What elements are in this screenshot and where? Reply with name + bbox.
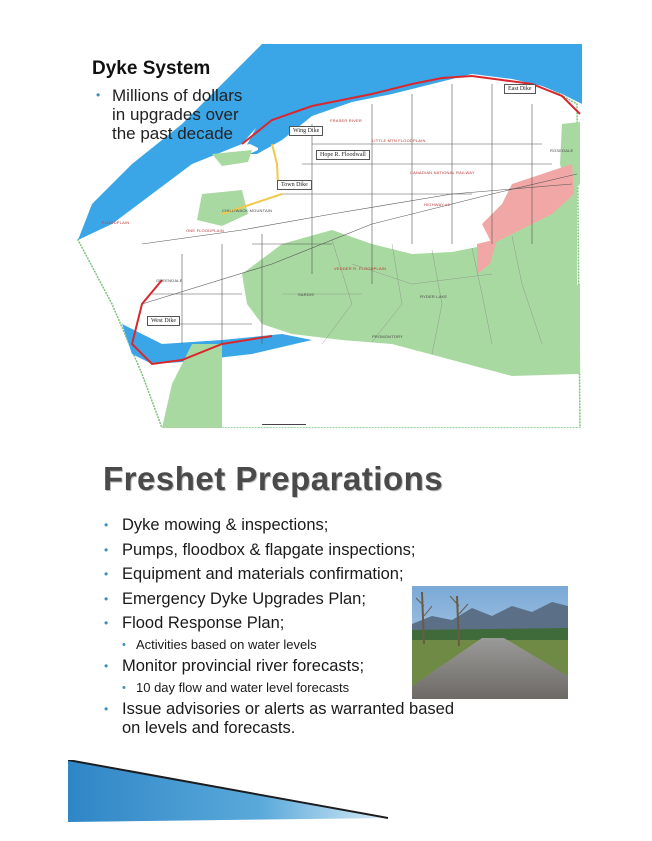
west-dike-label: West Dike xyxy=(147,316,180,326)
map-label-greendale: GREENDALE xyxy=(156,278,183,283)
bullet-icon: • xyxy=(104,616,109,631)
bullet-icon: • xyxy=(104,701,109,716)
sub-list-item xyxy=(104,680,464,696)
list-item-text: Monitor provincial river forecasts; xyxy=(122,656,365,675)
wing-dike-label: Wing Dike xyxy=(289,126,323,136)
dyke-road-photo xyxy=(412,586,568,699)
map-label-vedder: VEDDER R. FLOODPLAIN xyxy=(334,266,387,271)
east-dike-label: East Dike xyxy=(504,84,536,94)
sub-list-item-text: 10 day flow and water level forecasts xyxy=(136,679,350,695)
bullet-icon: • xyxy=(96,88,101,102)
town-dike-label: Town Dike xyxy=(277,180,312,190)
decorative-wedge xyxy=(68,760,388,822)
preparations-list xyxy=(104,516,464,743)
bullet-icon: • xyxy=(122,681,126,694)
bullet-icon: • xyxy=(104,658,109,673)
list-item-text: Emergency Dyke Upgrades Plan; xyxy=(122,589,366,608)
bullet-icon: • xyxy=(104,567,109,582)
map-label-rosedale: ROSEDALE xyxy=(550,148,574,153)
map-label-chilliwack-mtn: CHILLIWACK MOUNTAIN xyxy=(222,208,273,213)
map-bullet xyxy=(96,86,256,143)
map-label-promontory: PROMONTORY xyxy=(372,334,403,339)
dyke-system-map xyxy=(72,44,582,428)
map-label-little-mtn: LITTLE MTN FLOODPLAIN xyxy=(372,138,426,143)
map-label-sardis: SARDIS xyxy=(298,292,315,297)
list-item xyxy=(104,541,464,560)
list-item xyxy=(104,516,464,535)
bullet-icon: • xyxy=(104,591,109,606)
map-bullet-text: Millions of dollars in upgrades over the past decade xyxy=(112,86,243,143)
section-title: Freshet Preparations xyxy=(103,460,444,497)
sub-list-item-text: Activities based on water levels xyxy=(136,636,317,652)
list-item xyxy=(104,590,464,609)
map-label-floodplain: FLOODPLAIN xyxy=(102,220,130,225)
list-item-text: Issue advisories or alerts as warranted based on levels and forecasts. xyxy=(122,699,454,737)
hope-floodwall-label: Hope R. Floodwall xyxy=(316,150,370,160)
sub-list-item xyxy=(104,637,464,653)
bullet-icon: • xyxy=(122,638,126,651)
map-label-cn-railway: CANADIAN NATIONAL RAILWAY xyxy=(410,170,475,175)
map-label-fraser: FRASER RIVER xyxy=(330,118,362,123)
list-item-text: Flood Response Plan; xyxy=(122,614,285,633)
list-item xyxy=(104,700,464,738)
bullet-icon: • xyxy=(104,542,109,557)
map-label-ryder-lake: RYDER LAKE xyxy=(420,294,448,299)
list-item-text: Dyke mowing & inspections; xyxy=(122,516,329,534)
map-title: Dyke System xyxy=(92,58,211,79)
list-item xyxy=(104,657,464,676)
list-item xyxy=(104,614,464,633)
divider-line xyxy=(262,424,306,425)
list-item-text: Pumps, floodbox & flapgate inspections; xyxy=(122,540,416,559)
list-item xyxy=(104,565,464,584)
map-label-one-floodplain: ONE FLOODPLAIN xyxy=(186,228,224,233)
map-label-highway: HIGHWAY #1 xyxy=(424,202,451,207)
list-item-text: Equipment and materials confirmation; xyxy=(122,565,404,584)
bullet-icon: • xyxy=(104,518,109,532)
